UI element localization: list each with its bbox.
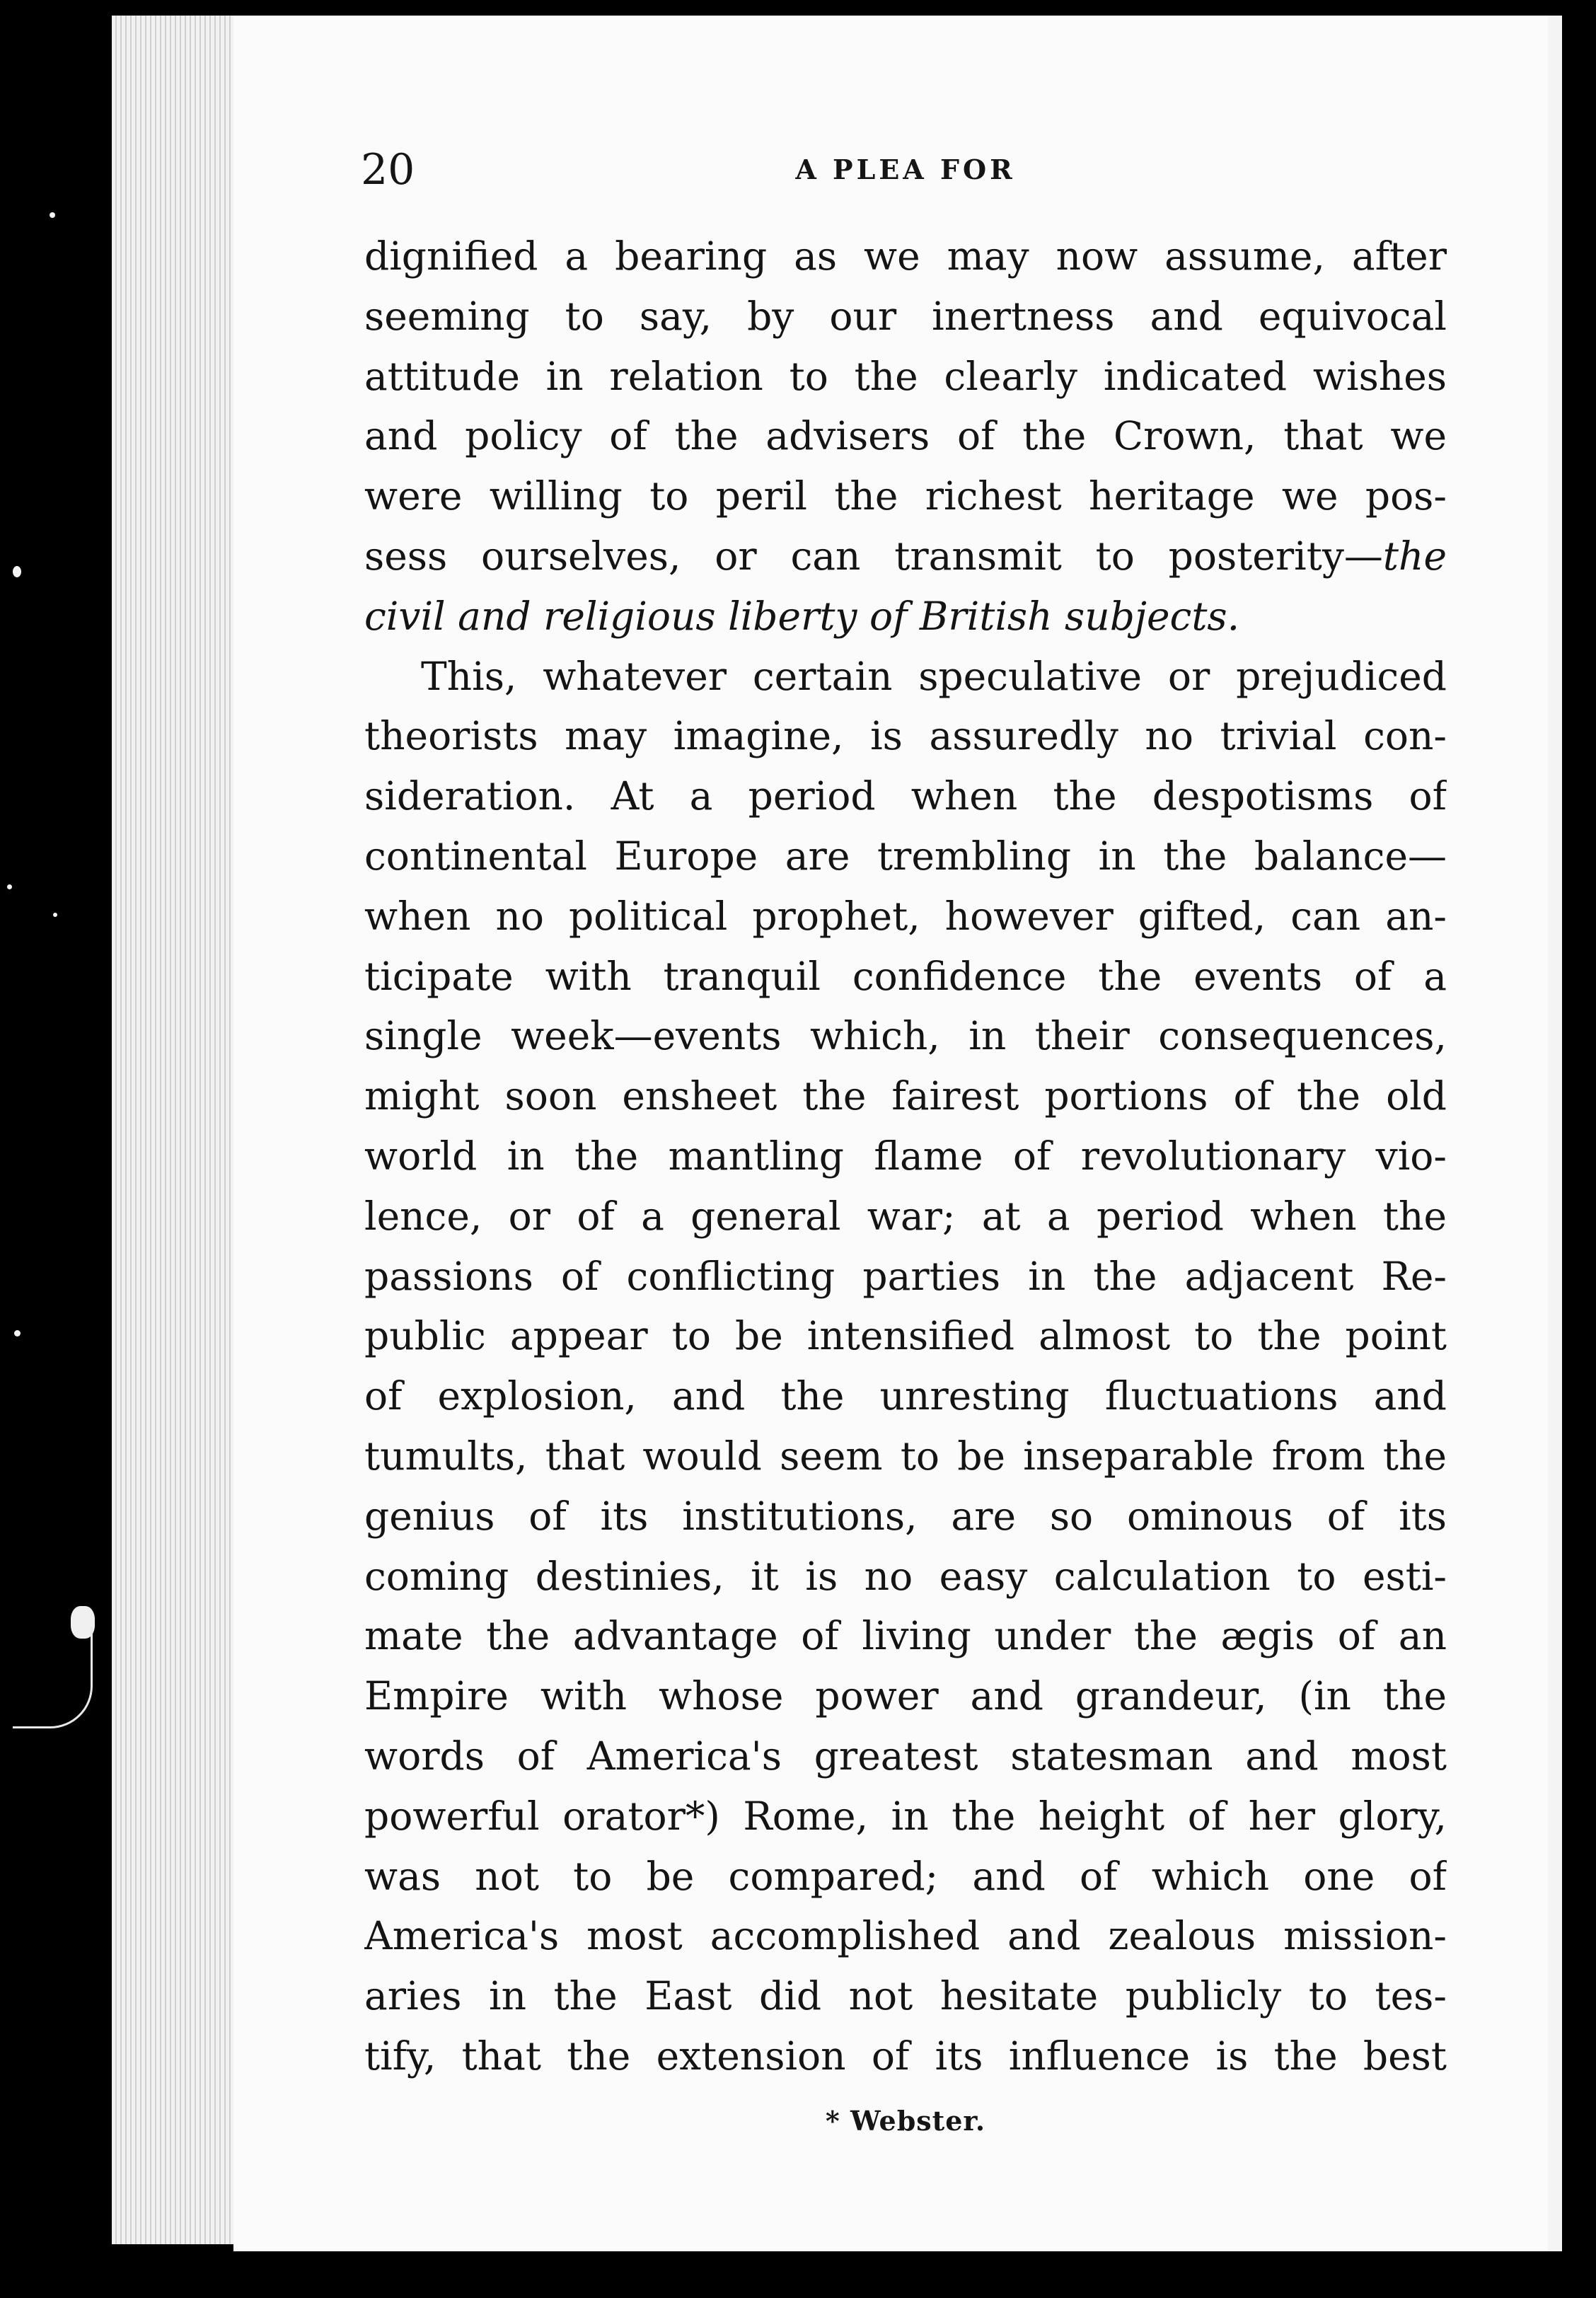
text-line: attitude in relation to the clearly indicated wishes (364, 353, 1447, 399)
text-line: single week—events which, in their consequences, (364, 1013, 1447, 1059)
text-line: world in the mantling flame of revolutionary vio- (364, 1133, 1447, 1179)
dust-speck (53, 913, 57, 917)
text-line: lence, or of a general war; at a period when the (364, 1193, 1447, 1239)
text-line: dignified a bearing as we may now assume, after (364, 233, 1447, 279)
dust-speck (7, 884, 12, 889)
text-line: tify, that the extension of its influence is the best (364, 2033, 1447, 2079)
text-segment: sess ourselves, or can transmit to posterity— (364, 533, 1383, 579)
text-line: public appear to be intensified almost to the point (364, 1313, 1447, 1359)
running-title: A PLEA FOR (795, 154, 1016, 185)
text-line: aries in the East did not hesitate publicly to tes- (364, 1973, 1447, 2019)
text-line: words of America's greatest statesman and most (364, 1733, 1447, 1779)
text-line: continental Europe are trembling in the balance— (364, 833, 1447, 879)
dust-speck (50, 212, 55, 218)
italic-segment: the (1382, 533, 1447, 579)
text-line: Empire with whose power and grandeur, (in the (364, 1673, 1447, 1719)
dust-speck (13, 566, 21, 577)
text-line: when no political prophet, however gifted, can an- (364, 893, 1447, 939)
text-line: powerful orator*) Rome, in the height of her glory, (364, 1793, 1447, 1839)
text-line: were willing to peril the richest heritage we pos- (364, 473, 1447, 519)
dust-speck (14, 1330, 21, 1336)
text-line: mate the advantage of living under the ægis of an (364, 1613, 1447, 1659)
page-number: 20 (361, 145, 415, 195)
text-line: and policy of the advisers of the Crown, that we (364, 413, 1447, 459)
text-line: America's most accomplished and zealous mission- (364, 1913, 1447, 1959)
text-line: genius of its institutions, are so ominous of its (364, 1493, 1447, 1539)
page-right-edge (1548, 16, 1562, 2251)
text-line: seeming to say, by our inertness and equivocal (364, 293, 1447, 339)
text-line: theorists may imagine, is assuredly no trivial con- (364, 713, 1447, 759)
text-line: might soon ensheet the fairest portions of the old (364, 1073, 1447, 1119)
page-header (361, 145, 1450, 202)
text-line: was not to be compared; and of which one of (364, 1853, 1447, 1899)
paragraph-first-line: This, whatever certain speculative or prejudiced (421, 653, 1447, 699)
text-line: passions of conflicting parties in the adjacent Re- (364, 1253, 1447, 1299)
text-line: ticipate with tranquil confidence the events of a (364, 953, 1447, 999)
text-line (364, 526, 1447, 587)
text-line: tumults, that would seem to be inseparable from the (364, 1433, 1447, 1479)
italic-line: civil and religious liberty of British subjects. (364, 593, 1240, 639)
margin-curl (13, 1627, 93, 1728)
text-line: sideration. At a period when the despotisms of (364, 773, 1447, 819)
stacked-page-edges (112, 16, 253, 2244)
text-line: coming destinies, it is no easy calculation to esti- (364, 1553, 1447, 1599)
footnote: * Webster. (825, 2105, 986, 2137)
body-text (364, 226, 1447, 2086)
text-line: of explosion, and the unresting fluctuations and (364, 1373, 1447, 1419)
